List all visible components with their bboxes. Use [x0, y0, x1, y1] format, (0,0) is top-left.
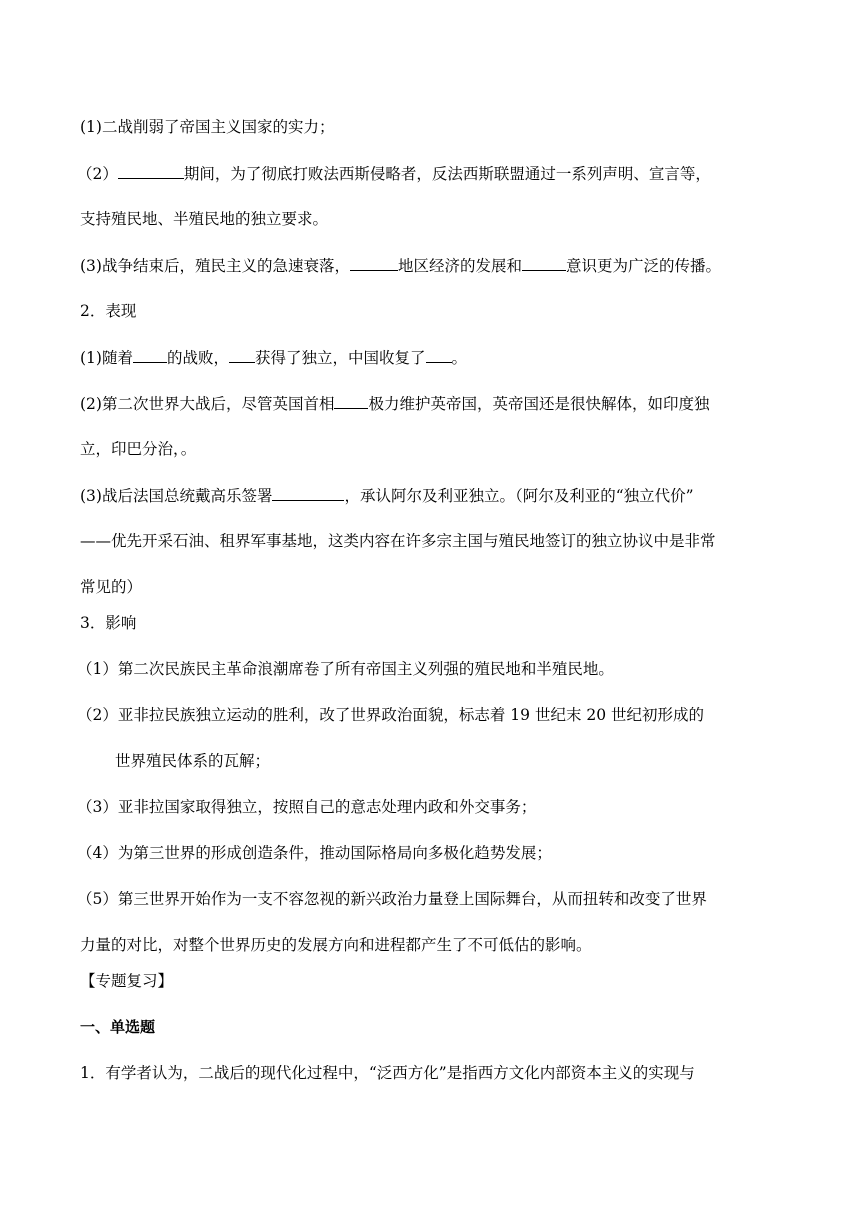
impact-item-2-cont: 世界殖民体系的瓦解；: [115, 752, 271, 770]
section-heading-performance: 2．表现: [80, 302, 137, 320]
performance-item-1: [80, 347, 467, 367]
cause-item-1: (1)二战削弱了帝国主义国家的实力；: [80, 118, 335, 136]
fill-blank[interactable]: [334, 393, 368, 409]
performance-item-3: [80, 485, 694, 505]
text-segment: 极力维护英帝国，英帝国还是很快解体，如印度独: [368, 395, 710, 413]
section-title-single-choice: 一、单选题: [80, 1018, 156, 1036]
cause-item-3-suffix: 意识更为广泛的传播。: [565, 257, 721, 275]
cause-item-2-text: 期间，为了彻底打败法西斯侵略者，反法西斯联盟通过一系列声明、宣言等，: [183, 165, 711, 183]
fill-blank[interactable]: [350, 255, 398, 271]
performance-item-3-cont: 常见的）: [80, 578, 143, 596]
impact-item-2: （2）亚非拉民族独立运动的胜利，改了世界政治面貌，标志着 19 世纪末 20 世纪初形成的: [77, 706, 705, 724]
cause-item-2: [77, 163, 711, 183]
text-segment: 的战败，: [166, 349, 229, 367]
impact-item-4: （4）为第三世界的形成创造条件，推动国际格局向多极化趋势发展；: [77, 844, 552, 862]
fill-blank[interactable]: [133, 347, 167, 363]
impact-item-3: （3）亚非拉国家取得独立，按照自己的意志处理内政和外交事务；: [77, 798, 537, 816]
performance-item-2: [80, 393, 709, 413]
cause-item-3-prefix: (3)战争结束后，殖民主义的急速衰落，: [80, 257, 350, 275]
fill-blank[interactable]: [118, 163, 184, 179]
cause-item-2-cont: 支持殖民地、半殖民地的独立要求。: [80, 210, 329, 228]
performance-item-2-cont: 立，印巴分治，。: [80, 440, 197, 458]
impact-item-1: （1）第二次民族民主革命浪潮席卷了所有帝国主义列强的殖民地和半殖民地。: [77, 660, 614, 678]
question-1: 1．有学者认为，二战后的现代化过程中，“泛西方化”是指西方文化内部资本主义的实现与: [80, 1064, 695, 1082]
fill-blank[interactable]: [229, 347, 255, 363]
text-segment: (3)战后法国总统戴高乐签署: [80, 487, 273, 505]
cause-item-3-mid: 地区经济的发展和: [397, 257, 522, 275]
impact-item-5: （5）第三世界开始作为一支不容忽视的新兴政治力量登上国际舞台，从而扭转和改变了世界: [77, 890, 707, 908]
text-segment: (1)随着: [80, 349, 133, 367]
cause-item-3: [80, 255, 721, 275]
impact-item-5-cont: 力量的对比，对整个世界历史的发展方向和进程都产生了不可低估的影响。: [80, 936, 592, 954]
fill-blank[interactable]: [272, 485, 344, 501]
text-segment: (2)第二次世界大战后，尽管英国首相: [80, 395, 335, 413]
fill-blank[interactable]: [522, 255, 566, 271]
performance-item-3-cont: ——优先开采石油、租界军事基地，这类内容在许多宗主国与殖民地签订的独立协议中是非常: [80, 532, 716, 550]
fill-blank[interactable]: [426, 347, 452, 363]
text-segment: 。: [451, 349, 468, 367]
cause-item-2-prefix: （2）: [77, 165, 118, 183]
section-heading-impact: 3．影响: [80, 614, 137, 632]
text-segment: ，承认阿尔及利亚独立。（阿尔及利亚的“独立代价”: [344, 487, 694, 505]
text-segment: 获得了独立，中国收复了: [254, 349, 426, 367]
review-heading: 【专题复习】: [80, 972, 174, 990]
